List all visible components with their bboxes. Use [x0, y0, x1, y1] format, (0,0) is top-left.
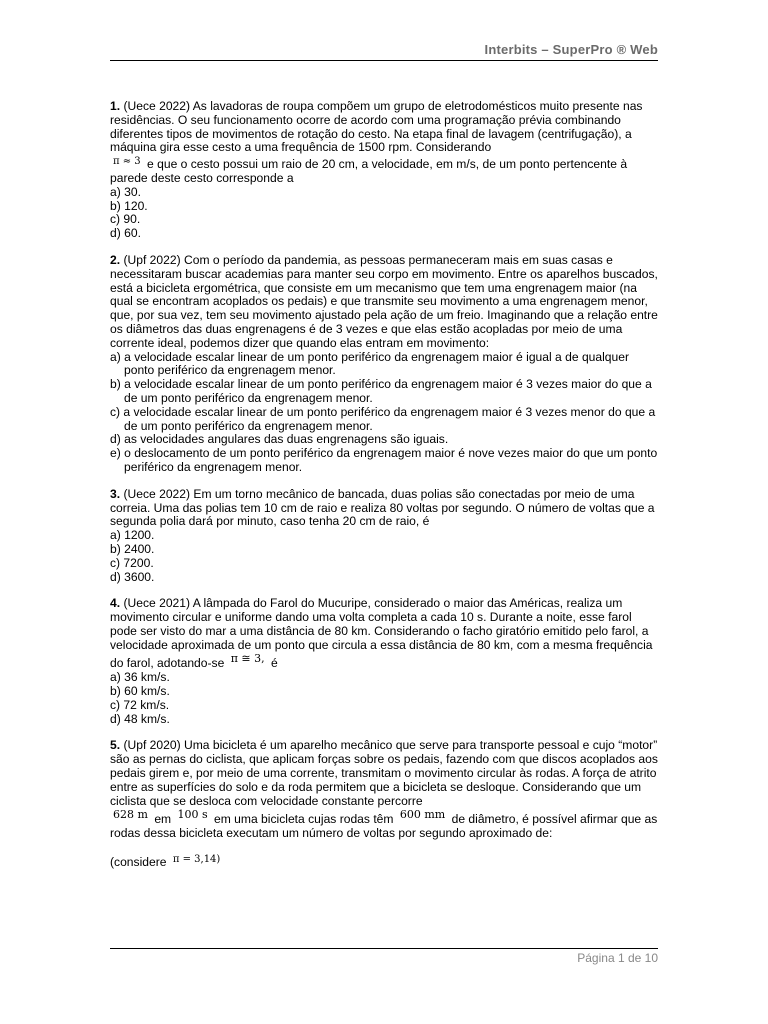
options-list: [110, 186, 658, 241]
question-text-cont: em: [154, 812, 172, 827]
question-number: 1.: [110, 99, 121, 113]
option: d) 48 km/s.: [110, 711, 170, 726]
question-text-cont: em uma bicicleta cujas rodas têm: [214, 812, 394, 827]
question-text: A lâmpada do Farol do Mucuripe, considerado o maior das Américas, realiza um movimento circular e uniforme dando uma volta completa a cada 10 s. Durante a noite, esse farol pode ser visto do mar a uma distância de 80 km. Considerando o facho giratório emitido pelo farol, a velocidade aproximada de um ponto que circula a essa distância de 80 km, com a mesma frequência do farol, adotando-se: [110, 596, 653, 671]
option: c) 90.: [110, 212, 141, 227]
formula-pi: π ≅ 3,: [230, 652, 265, 666]
question-source: (Uece 2022): [123, 486, 191, 501]
footer-rule: [110, 948, 658, 949]
option: b) 2400.: [110, 541, 155, 556]
option: c) 72 km/s.: [110, 697, 170, 712]
option: a) 36 km/s.: [110, 670, 170, 685]
question-number: 4.: [110, 596, 121, 611]
formula-diameter: 600 mm: [399, 808, 446, 822]
question-3: [110, 488, 658, 585]
formula-time: 100 s: [177, 808, 208, 822]
question-text: Uma bicicleta é um aparelho mecânico que serve para transporte pessoal e cujo “motor” são as pernas do ciclista, que aplicam forças sobre os pedais, fazendo com que discos acoplados aos pedais girem e, por meio de uma corrente, transmitam o movimento circular às rodas. A força de atrito entre as superfícies do solo e da roda permitem que a bicicleta se desloque. Considerando que um ciclista que se desloca com velocidade constante percorre: [110, 738, 658, 808]
question-source: (Upf 2022): [123, 252, 181, 267]
question-text: As lavadoras de roupa compõem um grupo de eletrodomésticos muito presente nas residências. O seu funcionamento ocorre de acordo com uma programação prévia combinando diferentes tipos de movimentos de rotação do cesto. Na etapa final de lavagem (centrifugação), a máquina gira esse cesto a uma frequência de 1500 rpm. Considerando: [110, 99, 643, 155]
option: a) 1200.: [110, 528, 155, 543]
option: b) a velocidade escalar linear de um ponto periférico da engrenagem maior é 3 vezes maior do que a de um ponto periférico da engrenagem menor.: [110, 377, 652, 405]
options-list: [110, 529, 658, 584]
option: d) 3600.: [110, 569, 155, 584]
question-text-cont: é: [271, 656, 278, 671]
question-number: 2.: [110, 252, 121, 267]
options-list: [110, 351, 658, 475]
option: c) a velocidade escalar linear de um ponto periférico da engrenagem maior é 3 vezes menor do que a de um ponto periférico da engrenagem menor.: [110, 404, 656, 433]
formula-pi: π = 3,14): [172, 854, 221, 866]
option: e) o deslocamento de um ponto periférico da engrenagem maior é nove vezes maior do que um ponto periférico da engrenagem menor.: [110, 446, 658, 474]
question-5: [110, 739, 658, 869]
option: c) 7200.: [110, 555, 154, 570]
header-rule: [110, 60, 658, 61]
options-list: [110, 671, 658, 726]
option: d) as velocidades angulares das duas engrenagens são iguais.: [110, 432, 449, 447]
question-2: [110, 254, 658, 475]
question-list: [110, 100, 658, 870]
question-number: 3.: [110, 486, 121, 501]
question-source: (Uece 2022): [123, 99, 191, 113]
question-text-cont: de diâmetro, é possível afirmar que as rodas dessa bicicleta executam um número de voltas por segundo aproximado de:: [110, 812, 658, 841]
question-number: 5.: [110, 738, 121, 753]
option: a) a velocidade escalar linear de um ponto periférico da engrenagem maior é igual a de qualquer ponto periférico da engrenagem menor.: [110, 349, 630, 378]
option: d) 60.: [110, 226, 141, 241]
question-source: (Upf 2020): [123, 738, 181, 753]
question-text: Em um torno mecânico de bancada, duas polias são conectadas por meio de uma correia. Uma das polias tem 10 cm de raio e realiza 80 voltas por segundo. O número de voltas que a segunda polia dará por minuto, caso tenha 20 cm de raio, é: [110, 486, 655, 529]
option: b) 60 km/s.: [110, 684, 170, 699]
header-title: Interbits – SuperPro ® Web: [484, 42, 658, 57]
formula-pi: π ≈ 3: [113, 156, 141, 168]
question-source: (Uece 2021): [123, 596, 191, 611]
question-1: [110, 100, 658, 241]
option: b) 120.: [110, 198, 148, 213]
formula-distance: 628 m: [113, 808, 148, 822]
option: a) 30.: [110, 184, 141, 199]
question-text-cont: e que o cesto possui um raio de 20 cm, a velocidade, em m/s, de um ponto pertencente à parede deste cesto corresponde a: [110, 157, 628, 185]
spacer: [110, 841, 658, 853]
question-text: Com o período da pandemia, as pessoas permaneceram mais em suas casas e necessitaram buscar academias para manter seu corpo em movimento. Entre os aparelhos buscados, está a bicicleta ergométrica, que consiste em um mecanismo que tem uma engrenagem maior (na qual se encontram acoplados os pedais) e que transmite seu movimento a uma engrenagem menor, que, por sua vez, tem seu movimento ajustado pela ação de um freio. Imaginando que a relação entre os diâmetros das duas engrenagens é de 3 vezes e que elas estão acopladas por meio de uma corrente ideal, podemos dizer que quando elas entram em movimento:: [110, 252, 658, 350]
consider-label: (considere: [110, 855, 167, 870]
question-4: [110, 597, 658, 726]
page-number: Página 1 de 10: [577, 951, 658, 965]
